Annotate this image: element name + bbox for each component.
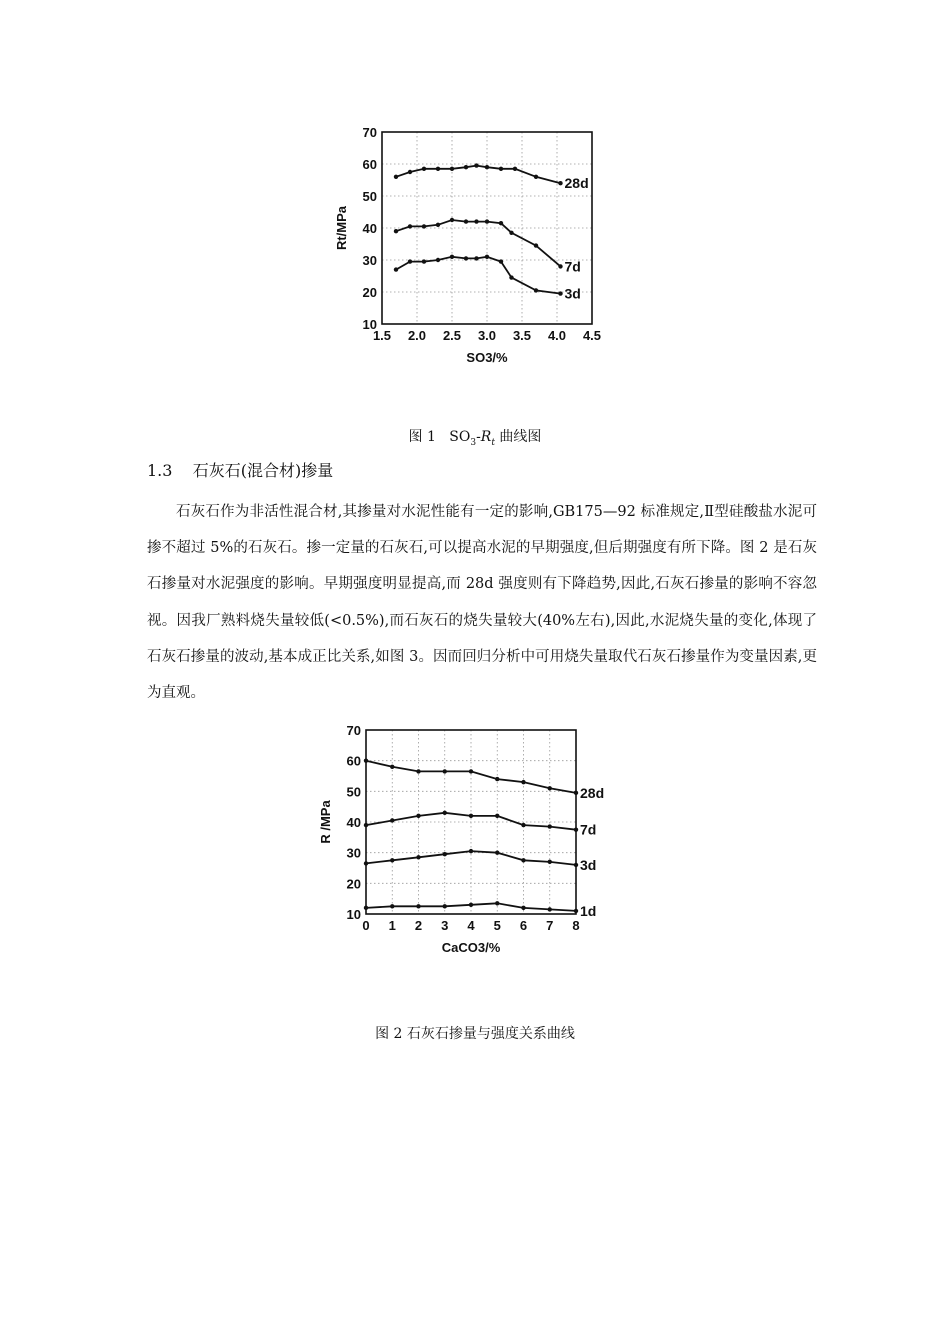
figure-1-svg — [300, 120, 630, 380]
fig2-data-point-3d — [469, 849, 473, 853]
fig2-data-point-28d — [443, 769, 447, 773]
fig2-series-label-7d: 7d — [580, 821, 597, 838]
fig2-data-point-7d — [574, 827, 578, 831]
fig1-data-point-3d — [474, 256, 478, 260]
fig2-data-point-28d — [548, 786, 552, 790]
fig1-data-point-28d — [534, 175, 538, 179]
fig2-series-label-1d: 1d — [580, 902, 597, 919]
fig2-y-tick-label: 70 — [346, 723, 361, 738]
figure-1-caption — [0, 426, 950, 448]
fig1-data-point-7d — [499, 221, 503, 225]
fig1-data-point-7d — [436, 223, 440, 227]
fig1-x-tick-label: 1.5 — [372, 328, 392, 343]
fig1-y-tick-label: 30 — [362, 253, 377, 268]
fig2-data-point-7d — [390, 818, 394, 822]
fig2-x-axis-label: CaCO3/% — [441, 940, 501, 955]
fig2-data-point-3d — [574, 863, 578, 867]
fig2-x-tick-label: 2 — [414, 918, 423, 933]
fig1-x-tick-label: 2.5 — [442, 328, 462, 343]
fig1-data-point-7d — [408, 224, 412, 228]
fig1-data-point-3d — [534, 288, 538, 292]
figure-1-chart — [300, 120, 630, 380]
fig2-data-point-3d — [495, 850, 499, 854]
fig1-y-tick-label: 50 — [362, 189, 377, 204]
fig1-data-point-7d — [422, 224, 426, 228]
section-heading — [147, 458, 333, 481]
fig2-y-tick-label: 20 — [346, 876, 361, 892]
fig2-data-point-7d — [548, 824, 552, 828]
fig1-data-point-28d — [422, 167, 426, 171]
fig2-data-point-3d — [548, 860, 552, 864]
fig1-x-tick-label: 4.0 — [547, 328, 567, 343]
fig2-data-point-28d — [364, 758, 368, 762]
fig1-series-label-28d: 28d — [564, 175, 589, 192]
fig2-series-line-28d — [366, 761, 576, 793]
figure-2-svg — [300, 718, 630, 968]
fig1-series-label-7d: 7d — [564, 258, 581, 275]
fig2-data-point-28d — [495, 777, 499, 781]
fig1-data-point-28d — [474, 163, 478, 167]
fig1-data-point-3d — [408, 259, 412, 263]
fig2-data-point-1d — [390, 904, 394, 908]
fig2-data-point-7d — [469, 814, 473, 818]
fig1-data-point-3d — [464, 256, 468, 260]
figure-1-caption-b: -R — [476, 429, 492, 445]
fig2-data-point-28d — [521, 780, 525, 784]
figure-2-chart — [300, 718, 630, 968]
fig1-data-point-3d — [558, 291, 562, 295]
fig1-data-point-7d — [509, 231, 513, 235]
figure-1-caption-b-sub: t — [491, 437, 495, 448]
fig2-data-point-1d — [521, 906, 525, 910]
fig2-y-tick-label: 60 — [346, 753, 361, 769]
fig1-data-point-28d — [464, 165, 468, 169]
fig2-data-point-1d — [469, 903, 473, 907]
fig2-data-point-1d — [443, 904, 447, 908]
fig2-data-point-28d — [390, 765, 394, 769]
fig2-data-point-28d — [469, 769, 473, 773]
fig1-data-point-3d — [499, 259, 503, 263]
fig1-y-tick-label: 60 — [362, 157, 377, 172]
fig1-y-tick-label: 40 — [362, 221, 377, 236]
fig1-data-point-7d — [485, 219, 489, 223]
section-title: 石灰石(混合材)掺量 — [192, 461, 334, 480]
fig1-y-tick-label: 10 — [362, 317, 377, 332]
fig1-data-point-3d — [436, 258, 440, 262]
fig1-data-point-7d — [534, 243, 538, 247]
fig2-x-tick-label: 4 — [467, 918, 475, 933]
fig2-data-point-7d — [521, 823, 525, 827]
fig2-y-tick-label: 50 — [346, 784, 361, 800]
fig2-data-point-7d — [495, 814, 499, 818]
fig2-data-point-7d — [416, 814, 420, 818]
fig1-data-point-28d — [450, 167, 454, 171]
body-paragraph: 石灰石作为非活性混合材,其掺量对水泥性能有一定的影响,GB175—92 标准规定,Ⅱ型硅酸盐水泥可掺不超过 5%的石灰石。掺一定量的石灰石,可以提高水泥的早期强度,但后期强度有所下降。图 2 是石灰石掺量对水泥强度的影响。早期强度明显提高,而 28d 强度则有下降趋势,因此,石灰石掺量的影响不容忽视。因我厂熟料烧失量较低(<0.5%),而石灰石的烧失量较大(40%左右),因此,水泥烧失量的变化,体现了石灰石掺量的波动,基本成正比关系,如图 3。因而回归分析中可用烧失量取代石灰石掺量作为变量因素,更为直观。 — [147, 504, 817, 702]
fig1-y-axis-label: Rt/MPa — [334, 205, 349, 251]
fig2-series-label-3d: 3d — [580, 856, 597, 873]
fig1-data-point-28d — [436, 167, 440, 171]
fig2-data-point-1d — [364, 906, 368, 910]
body-text — [147, 494, 817, 711]
fig1-data-point-3d — [509, 275, 513, 279]
fig2-data-point-7d — [364, 823, 368, 827]
fig1-series-line-28d — [396, 166, 561, 184]
fig1-data-point-3d — [485, 255, 489, 259]
fig1-series-line-3d — [396, 257, 561, 294]
fig1-y-tick-label: 20 — [362, 285, 377, 300]
fig2-data-point-1d — [416, 904, 420, 908]
fig1-x-axis-label: SO3/% — [466, 350, 508, 365]
fig1-data-point-7d — [558, 264, 562, 268]
fig1-data-point-3d — [394, 267, 398, 271]
fig1-data-point-3d — [422, 259, 426, 263]
fig2-data-point-28d — [574, 791, 578, 795]
fig1-data-point-7d — [450, 218, 454, 222]
fig1-data-point-28d — [408, 170, 412, 174]
fig1-series-label-3d: 3d — [564, 285, 581, 302]
fig1-data-point-28d — [513, 167, 517, 171]
fig1-x-tick-label: 2.0 — [407, 328, 427, 343]
fig1-data-point-28d — [485, 165, 489, 169]
fig1-data-point-7d — [474, 219, 478, 223]
fig2-x-tick-label: 0 — [362, 918, 370, 933]
fig2-x-tick-label: 6 — [519, 918, 528, 933]
figure-1-caption-a: SO — [449, 429, 471, 445]
fig2-y-tick-label: 10 — [346, 907, 361, 922]
fig2-x-tick-label: 7 — [546, 918, 554, 933]
fig2-series-label-28d: 28d — [580, 784, 605, 801]
fig2-data-point-1d — [574, 909, 578, 913]
fig2-data-point-1d — [495, 901, 499, 905]
fig2-data-point-7d — [443, 811, 447, 815]
fig1-x-tick-label: 4.5 — [582, 328, 602, 343]
fig1-data-point-7d — [394, 229, 398, 233]
fig1-data-point-7d — [464, 219, 468, 223]
fig1-data-point-28d — [499, 167, 503, 171]
fig1-data-point-3d — [450, 255, 454, 259]
fig1-x-tick-label: 3.5 — [512, 328, 532, 343]
fig2-data-point-28d — [416, 769, 420, 773]
fig2-data-point-3d — [521, 858, 525, 862]
fig1-x-tick-label: 3.0 — [477, 328, 497, 343]
fig2-y-tick-label: 30 — [346, 845, 361, 861]
figure-1-caption-c: 曲线图 — [494, 429, 542, 445]
fig2-data-point-3d — [443, 852, 447, 856]
figure-1-caption-a-sub: 3 — [470, 437, 477, 448]
figure-2-caption: 图 2 石灰石掺量与强度关系曲线 — [375, 1026, 575, 1042]
fig2-x-tick-label: 1 — [388, 918, 396, 933]
fig2-x-tick-label: 3 — [441, 918, 449, 933]
fig1-data-point-28d — [394, 175, 398, 179]
fig1-data-point-28d — [558, 181, 562, 185]
fig2-x-tick-label: 8 — [572, 918, 580, 933]
figure-1-caption-label: 图 1 — [408, 429, 436, 445]
fig2-data-point-3d — [416, 855, 420, 859]
fig2-data-point-3d — [364, 861, 368, 865]
fig1-y-tick-label: 70 — [362, 125, 377, 140]
section-number: 1.3 — [147, 461, 173, 480]
fig2-x-tick-label: 5 — [493, 918, 501, 933]
fig2-data-point-1d — [548, 907, 552, 911]
fig2-y-axis-label: R /MPa — [318, 800, 333, 844]
fig2-data-point-3d — [390, 858, 394, 862]
fig2-y-tick-label: 40 — [346, 815, 361, 830]
